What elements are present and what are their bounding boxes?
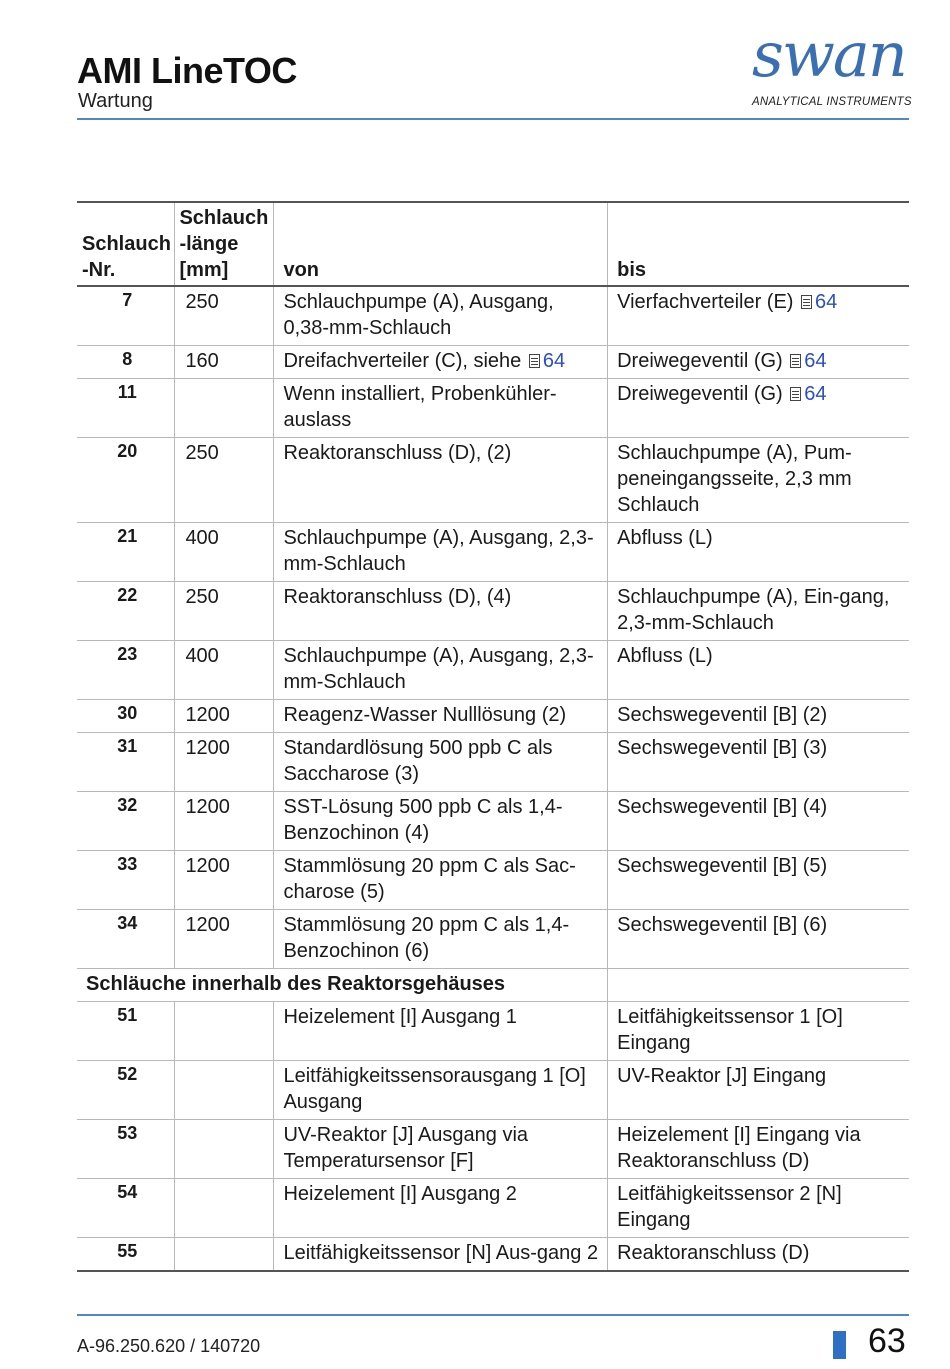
- tube-from-cell: [274, 1120, 608, 1179]
- tube-from-cell-text: Schlauchpumpe (A), Ausgang, 0,38-mm-Schlauch: [283, 291, 554, 339]
- tube-length-cell-text: 400: [185, 527, 219, 549]
- document-icon: [790, 354, 801, 368]
- tube-to-cell: [608, 792, 909, 851]
- document-subtitle: Wartung: [78, 90, 153, 112]
- tube-number-cell-text: 21: [117, 526, 138, 546]
- tube-length-cell: [175, 523, 274, 582]
- tube-from-cell-text: Stammlösung 20 ppm C als Sac-charose (5): [283, 855, 576, 903]
- tube-to-cell-text: Vierfachverteiler (E): [617, 291, 794, 313]
- tube-table: [77, 201, 909, 1272]
- page-reference[interactable]: [527, 350, 565, 372]
- tube-from-cell-text: UV-Reaktor [J] Ausgang via Temperatursensor [F]: [283, 1124, 529, 1172]
- tube-to-cell-text: Leitfähigkeitssensor 1 [O] Eingang: [617, 1006, 843, 1054]
- tube-to-cell-text: Sechswegeventil [B] (2): [617, 704, 828, 726]
- table-row: [77, 346, 909, 379]
- page-marker: [833, 1331, 846, 1359]
- table-row: [77, 582, 909, 641]
- tube-number-cell-text: 20: [117, 441, 138, 461]
- tube-length-cell-text: 1200: [185, 796, 230, 818]
- tube-length-cell-text: 400: [185, 645, 219, 667]
- tube-to-cell: [608, 851, 909, 910]
- table-row: [77, 379, 909, 438]
- tube-from-cell: [274, 346, 608, 379]
- tube-to-cell: [608, 582, 909, 641]
- tube-number-cell-text: 7: [122, 290, 133, 310]
- document-icon: [790, 387, 801, 401]
- document-number: A-96.250.620 / 140720: [77, 1336, 261, 1356]
- tube-number-cell: [77, 582, 175, 641]
- tube-number-cell-text: 52: [117, 1064, 138, 1084]
- tube-length-cell: [175, 851, 274, 910]
- tube-length-cell: [175, 379, 274, 438]
- tube-from-cell: [274, 379, 608, 438]
- tube-to-cell-text: Schlauchpumpe (A), Pum-peneingangsseite, 2,3 mm Schlauch: [617, 442, 852, 516]
- tube-from-cell-text: Reaktoranschluss (D), (4): [283, 586, 512, 608]
- logo-tagline: ANALYTICAL INSTRUMENTS: [752, 96, 912, 108]
- tube-from-cell-text: Schlauchpumpe (A), Ausgang, 2,3-mm-Schlauch: [283, 645, 594, 693]
- tube-length-cell: [175, 1002, 274, 1061]
- tube-from-cell: [274, 286, 608, 346]
- tube-length-cell-text: 1200: [185, 914, 230, 936]
- tube-to-cell: [608, 286, 909, 346]
- tube-from-cell-text: Wenn installiert, Probenkühler-auslass: [283, 383, 557, 431]
- column-header-nr: [77, 202, 175, 286]
- tube-from-cell: [274, 641, 608, 700]
- tube-to-cell-text: Dreiwegeventil (G): [617, 383, 783, 405]
- section-empty-cell: [608, 969, 909, 1002]
- tube-from-cell-text: Leitfähigkeitssensorausgang 1 [O] Ausgang: [283, 1065, 586, 1113]
- page-reference-number[interactable]: 64: [815, 291, 838, 313]
- tube-number-cell-text: 8: [122, 349, 133, 369]
- column-header-nr-line2: -Nr.: [82, 259, 116, 281]
- tube-length-cell: [175, 1179, 274, 1238]
- tube-length-cell-text: 1200: [185, 855, 230, 877]
- tube-length-cell: [175, 286, 274, 346]
- tube-to-cell: [608, 1061, 909, 1120]
- column-header-length-line3: [mm]: [179, 259, 229, 281]
- tube-number-cell: [77, 792, 175, 851]
- tube-length-cell: [175, 1120, 274, 1179]
- tube-from-cell: [274, 523, 608, 582]
- table-body: [77, 286, 909, 1271]
- table-row: [77, 700, 909, 733]
- tube-length-cell: [175, 910, 274, 969]
- tube-from-cell: [274, 1002, 608, 1061]
- table-row: [77, 851, 909, 910]
- tube-length-cell: [175, 582, 274, 641]
- tube-number-cell: [77, 438, 175, 523]
- page-reference[interactable]: [788, 383, 826, 405]
- tube-number-cell: [77, 700, 175, 733]
- tube-number-cell-text: 11: [117, 382, 137, 402]
- table-header-row: [77, 202, 909, 286]
- column-header-length-line2: -länge: [179, 233, 239, 255]
- tube-to-cell-text: Schlauchpumpe (A), Ein-gang, 2,3-mm-Schlauch: [617, 586, 890, 634]
- tube-length-cell: [175, 641, 274, 700]
- tube-from-cell: [274, 700, 608, 733]
- tube-length-cell-text: 1200: [185, 704, 230, 726]
- tube-length-cell: [175, 700, 274, 733]
- tube-from-cell: [274, 438, 608, 523]
- tube-number-cell: [77, 346, 175, 379]
- tube-to-cell: [608, 910, 909, 969]
- tube-number-cell-text: 23: [117, 644, 138, 664]
- page-number: 63: [868, 1322, 906, 1360]
- tube-length-cell: [175, 792, 274, 851]
- tube-to-cell: [608, 438, 909, 523]
- header-divider: [77, 118, 909, 120]
- tube-number-cell: [77, 1238, 175, 1272]
- tube-to-cell-text: Dreiwegeventil (G): [617, 350, 783, 372]
- table-row: [77, 733, 909, 792]
- tube-from-cell-text: Heizelement [I] Ausgang 2: [283, 1183, 517, 1205]
- tube-length-cell-text: 250: [185, 291, 219, 313]
- tube-number-cell-text: 53: [117, 1123, 138, 1143]
- tube-length-cell-text: 160: [185, 350, 219, 372]
- tube-number-cell-text: 34: [117, 913, 138, 933]
- tube-from-cell: [274, 1238, 608, 1272]
- swan-logo: [750, 18, 915, 120]
- page-reference[interactable]: [799, 291, 837, 313]
- tube-number-cell: [77, 1061, 175, 1120]
- tube-from-cell-text: Standardlösung 500 ppb C als Saccharose (3): [283, 737, 553, 785]
- table-row: [77, 1061, 909, 1120]
- tube-from-cell: [274, 910, 608, 969]
- tube-number-cell-text: 33: [117, 854, 138, 874]
- logo-wordmark: swan: [752, 18, 906, 91]
- table-row: [77, 1120, 909, 1179]
- tube-number-cell: [77, 1002, 175, 1061]
- tube-number-cell: [77, 286, 175, 346]
- tube-number-cell: [77, 851, 175, 910]
- tube-from-cell-text: Stammlösung 20 ppm C als 1,4-Benzochinon (6): [283, 914, 570, 962]
- tube-to-cell: [608, 1238, 909, 1272]
- table-row: [77, 792, 909, 851]
- tube-length-cell: [175, 733, 274, 792]
- tube-to-cell: [608, 1002, 909, 1061]
- table-row: [77, 438, 909, 523]
- document-icon: [529, 354, 540, 368]
- tube-from-cell: [274, 582, 608, 641]
- tube-number-cell: [77, 641, 175, 700]
- column-header-von: von: [274, 202, 608, 286]
- tube-to-cell-text: Leitfähigkeitssensor 2 [N] Eingang: [617, 1183, 842, 1231]
- tube-to-cell: [608, 1120, 909, 1179]
- page-reference-number[interactable]: 64: [804, 383, 827, 405]
- tube-to-cell-text: Sechswegeventil [B] (3): [617, 737, 828, 759]
- tube-length-cell-text: 250: [185, 442, 219, 464]
- table-row: [77, 523, 909, 582]
- tube-to-cell-text: Abfluss (L): [617, 527, 713, 549]
- tube-to-cell-text: Abfluss (L): [617, 645, 713, 667]
- tube-length-cell-text: 1200: [185, 737, 230, 759]
- tube-from-cell-text: Schlauchpumpe (A), Ausgang, 2,3-mm-Schlauch: [283, 527, 594, 575]
- table-row: [77, 910, 909, 969]
- tube-to-cell: [608, 641, 909, 700]
- tube-from-cell: [274, 1061, 608, 1120]
- page-reference[interactable]: [788, 350, 826, 372]
- document-icon: [801, 295, 812, 309]
- tube-number-cell-text: 54: [117, 1182, 138, 1202]
- tube-to-cell: [608, 700, 909, 733]
- tube-length-cell: [175, 1061, 274, 1120]
- tube-length-cell-text: 250: [185, 586, 219, 608]
- table-row: [77, 1002, 909, 1061]
- tube-to-cell-text: Heizelement [I] Eingang via Reaktoranschluss (D): [617, 1124, 861, 1172]
- footer-divider: [77, 1314, 909, 1316]
- column-header-length-line1: Schlauch: [179, 207, 269, 229]
- tube-number-cell-text: 22: [117, 585, 138, 605]
- table-row: [77, 1238, 909, 1272]
- tube-number-cell-text: 51: [117, 1005, 138, 1025]
- tube-to-cell-text: Sechswegeventil [B] (6): [617, 914, 828, 936]
- tube-to-cell: [608, 379, 909, 438]
- page-reference-number[interactable]: 64: [542, 350, 566, 372]
- column-header-nr-line1: Schlauch: [82, 233, 171, 255]
- column-header-length: [175, 202, 274, 286]
- column-header-bis: bis: [608, 202, 909, 286]
- tube-from-cell-text: Reaktoranschluss (D), (2): [283, 442, 512, 464]
- tube-to-cell-text: Sechswegeventil [B] (4): [617, 796, 828, 818]
- tube-from-cell: [274, 792, 608, 851]
- tube-to-cell-text: Sechswegeventil [B] (5): [617, 855, 828, 877]
- tube-to-cell: [608, 733, 909, 792]
- tube-to-cell-text: UV-Reaktor [J] Eingang: [617, 1065, 827, 1087]
- tube-number-cell: [77, 1120, 175, 1179]
- tube-length-cell: [175, 346, 274, 379]
- tube-to-cell-text: Reaktoranschluss (D): [617, 1242, 810, 1264]
- tube-number-cell: [77, 1179, 175, 1238]
- tube-length-cell: [175, 438, 274, 523]
- tube-number-cell-text: 32: [117, 795, 138, 815]
- tube-number-cell-text: 55: [117, 1241, 138, 1261]
- tube-length-cell: [175, 1238, 274, 1272]
- tube-number-cell: [77, 733, 175, 792]
- tube-number-cell: [77, 910, 175, 969]
- tube-to-cell: [608, 346, 909, 379]
- tube-to-cell: [608, 523, 909, 582]
- page-reference-number[interactable]: 64: [804, 350, 827, 372]
- table-row: [77, 1179, 909, 1238]
- tube-to-cell: [608, 1179, 909, 1238]
- tube-number-cell: [77, 523, 175, 582]
- tube-from-cell-text: Dreifachverteiler (C), siehe: [283, 350, 522, 372]
- document-title: AMI LineTOC: [77, 50, 297, 91]
- tube-from-cell-text: Leitfähigkeitssensor [N] Aus-gang 2: [283, 1242, 599, 1264]
- tube-number-cell-text: 31: [117, 736, 138, 756]
- tube-from-cell: [274, 733, 608, 792]
- tube-number-cell: [77, 379, 175, 438]
- section-label: Schläuche innerhalb des Reaktorsgehäuses: [77, 969, 608, 1002]
- tube-number-cell-text: 30: [117, 703, 138, 723]
- tube-from-cell: [274, 851, 608, 910]
- tube-from-cell: [274, 1179, 608, 1238]
- section-row: [77, 969, 909, 1002]
- table-row: [77, 286, 909, 346]
- tube-from-cell-text: SST-Lösung 500 ppb C als 1,4-Benzochinon (4): [283, 796, 563, 844]
- tube-from-cell-text: Reagenz-Wasser Nulllösung (2): [283, 704, 567, 726]
- table-row: [77, 641, 909, 700]
- tube-from-cell-text: Heizelement [I] Ausgang 1: [283, 1006, 517, 1028]
